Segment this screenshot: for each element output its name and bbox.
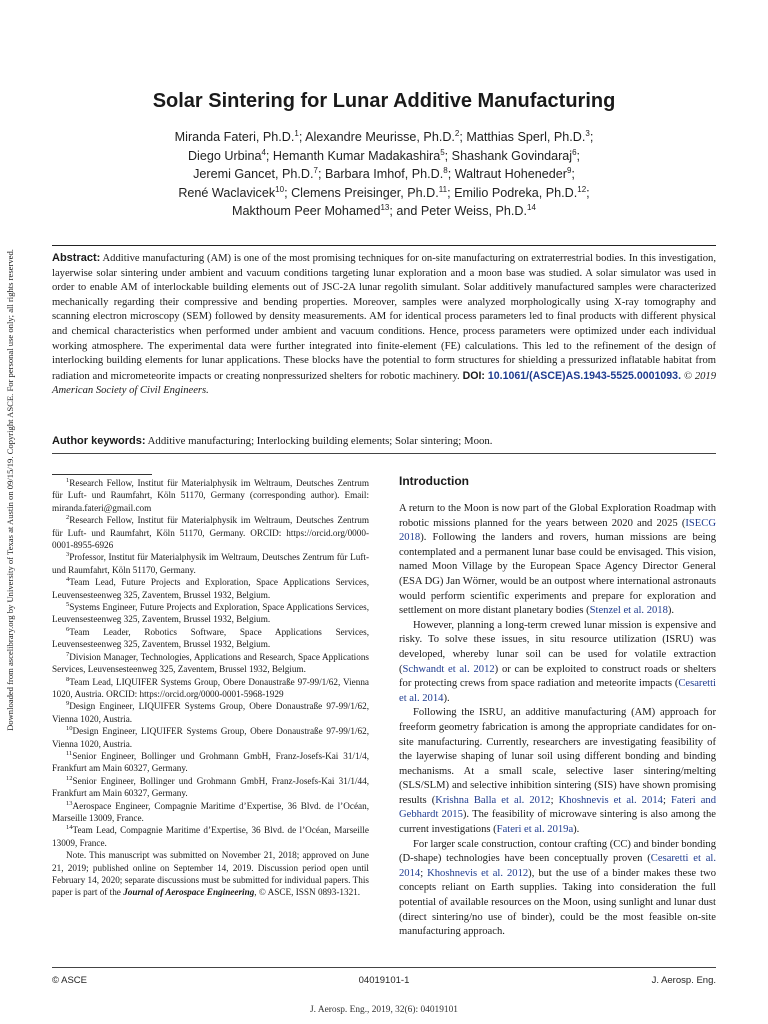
download-notice-text: Downloaded from ascelibrary.org by University of Texas at Austin on 09/15/19. Copyright ASCE. For personal use only; all rights reserved. (5, 249, 16, 731)
citation-link[interactable]: Cesaretti et al. 2014 (399, 678, 716, 704)
journal-name: Journal of Aerospace Engineering (123, 887, 255, 898)
citation-link[interactable]: Krishna Balla et al. 2012 (435, 794, 551, 806)
footnote: $^7$Division Manager, Technologies, Applications and Research, Space Applications Services, Leuvensesteenweg 325, Zaventem, Brussel 1932, Belgium. (52, 650, 369, 675)
paragraph: A return to the Moon is now part of the Global Exploration Roadmap with robotic missions planned for the years between 2020 and 2025 (ISECG 2018). Following the landers and rovers, human missions are being contemplated and a permanent lunar base could be envisaged. This vision, named Moon Village by the European Space Agency Director General (ESA DG) Jan Wörner, would be an outpost where international astronauts would perform scientific experiments and prepare for exploration and settlement on more distant planetary bodies (Stenzel et al. 2018). (399, 503, 716, 617)
abstract (52, 251, 716, 399)
citation-link[interactable]: Khoshnevis et al. 2012 (427, 867, 529, 879)
citation-link[interactable]: Stenzel et al. 2018 (589, 605, 668, 617)
footnote: $^6$Team Leader, Robotics Software, Space Applications Services, Leuvensesteenweg 325, Zaventem, Brussel 1932, Belgium. (52, 625, 369, 650)
manuscript-note: Note. This manuscript was submitted on November 21, 2018; approved on June 21, 2019; published online on September 14, 2019. Discussion period open until February 14, 2020; separate discussions must be submitted for individual papers. This paper is part of the Journal of Aerospace Engineering, © ASCE, ISSN 0893-1321. (52, 850, 369, 898)
footnote: $^{11}$Senior Engineer, Bollinger und Grohmann GmbH, Franz-Josefs-Kai 31/1/4, Frankfurt am Main 60327, Germany. (52, 749, 369, 774)
citation-link[interactable]: Schwandt et al. 2012 (402, 663, 495, 675)
section-divider (52, 453, 716, 454)
download-notice (3, 210, 17, 770)
author: René Waclavicek$^{10}$; (178, 184, 292, 200)
footnote: $^{14}$Team Lead, Compagnie Maritime d’Expertise, 36 Blvd. de l’Océan, Marseille 13009, France. (52, 824, 369, 848)
citation-link[interactable]: Cesaretti et al. 2014 (399, 853, 716, 879)
abstract-label: Abstract: (52, 252, 101, 264)
author: Miranda Fateri, Ph.D.$^1$; (174, 128, 306, 144)
doi-label: DOI: (462, 369, 485, 382)
author: Emilio Podreka, Ph.D.$^{12}$; (454, 184, 590, 200)
author: Jeremi Gancet, Ph.D.$^7$; (193, 166, 325, 182)
footnote: $^8$Team Lead, LIQUIFER Systems Group, Obere Donaustraße 97-99/1/62, Vienna 1020, Austria. ORCID: https://orcid.org/0000-0001-5968-1929 (52, 675, 369, 699)
author-footnotes (52, 477, 369, 899)
keywords-text: Additive manufacturing; Interlocking building elements; Solar sintering; Moon. (147, 435, 493, 447)
author: Barbara Imhof, Ph.D.$^8$; (324, 166, 455, 182)
footnote: $^4$Team Lead, Future Projects and Exploration, Space Applications Services, Leuvensesteenweg 325, Zaventem, Brussel 1932, Belgium. (52, 576, 369, 600)
author: Waltraut Hoheneder$^9$; (454, 166, 575, 182)
footnote: $^{12}$Senior Engineer, Bollinger und Grohmann GmbH, Franz-Josefs-Kai 31/1/44, Frankfurt am Main 60327, Germany. (52, 774, 369, 799)
abstract-text: Additive manufacturing (AM) is one of the most promising techniques for on-site manufacturing on extraterrestrial bodies. In this investigation, layerwise solar sintering under ambient and vacuum conditions targeting lunar exploration and a moon base was studied. A solar simulator was used in order to enable AM of interlockable building elements out of JSC-2A lunar regolith simulant. Solar additively manufactured samples were characterized mechanically regarding their compressive and bending properties. Moreover, samples were analyzed morphologically using X-ray tomography and scanning electron microscopy (SEM) followed by density measurements. AM for identical process parameters led to final products with different physical and chemical characteristics when performed under ambient and vacuum conditions. Hence, process parameters were optimized under each individual working atmosphere. The experimental data were further integrated into finite-element (FE) calculations. This led to the refinement of the design of interlocking building elements for lunar applications. These blocks have the potential to form structures for shielding a pressurized inflatable habitat from radiation and micrometeorite impacts or creating nonpressurized shelters for robotic machinery. (52, 253, 716, 382)
doi-link[interactable]: 10.1061/(ASCE)AS.1943-5525.0001093. (487, 369, 682, 382)
author: Diego Urbina$^4$; (187, 147, 273, 163)
footnote: $^3$Professor, Institut für Materialphysik im Weltraum, Deutsches Zentrum für Luft- und Raumfahrt, Köln 51170, Germany. (52, 551, 369, 575)
citation-line: J. Aerosp. Eng., 2019, 32(6): 04019101 (310, 1005, 458, 1015)
footnote: $^9$Design Engineer, LIQUIFER Systems Group, Obere Donaustraße 97-99/1/62, Vienna 1020, Austria. (52, 700, 369, 724)
abstract-top-rule (52, 245, 716, 246)
author-list (70, 128, 698, 221)
footnote: $^{10}$Design Engineer, LIQUIFER Systems Group, Obere Donaustraße 97-99/1/62, Vienna 1020, Austria. (52, 725, 369, 749)
paragraph: However, planning a long-term crewed lunar mission is expensive and risky. To solve these issues, in situ resource utilization (ISRU) was developed, whereby lunar soil can be used for volatile extraction (Schwandt et al. 2012) or can be exploited to construct roads or shelters for protecting crews from space radiation and meteorite impacts (Cesaretti et al. 2014). (399, 619, 717, 704)
footnote-rule (52, 474, 152, 475)
footnote: $^5$Systems Engineer, Future Projects and Exploration, Space Applications Services, Leuvensesteenweg 325, Zaventem, Brussel 1932, Belgium. (52, 601, 369, 625)
paragraph: For larger scale construction, contour crafting (CC) and binder bonding (D-shape) technologies have been conceptually proven (Cesaretti et al. 2014; Khoshnevis et al. 2012), but the use of a binder makes these two concepts reliant on Earth supplies. Taking into consideration the full potential of available resources on the Moon, using sunlight and lunar dust (direct sintering/no use of binder), could be the most feasible on-site manufacturing approach. (399, 838, 716, 938)
author: Shashank Govindaraj$^6$; (451, 147, 581, 163)
footer-copyright: © ASCE (52, 975, 87, 986)
paragraph: Following the ISRU, an additive manufacturing (AM) approach for freeform geometry fabrication is among the appropriate candidates for on-site manufacturing. Currently, researchers are investigating feasibility of the layerwise shaping of lunar soil using different bonding and binding mechanisms. At a small scale, selective laser sintering/melting (SLS/SLM) and selective inhibition sintering (SIS) have shown promising results (Krishna Balla et al. 2012; Khoshnevis et al. 2014; Fateri and Gebhardt 2015). The feasibility of microwave sintering is also among the current investigations (Fateri et al. 2019a). (399, 707, 717, 836)
author: Alexandre Meurisse, Ph.D.$^2$; (305, 128, 467, 144)
abstract-copyright: © 2019 American Society of Civil Engineers. (52, 370, 717, 397)
author: Matthias Sperl, Ph.D.$^3$; (466, 128, 594, 144)
footnote: $^{13}$Aerospace Engineer, Compagnie Maritime d’Expertise, 36 Blvd. de l’Océan, Marseille 13009, France. (52, 799, 369, 823)
paper-title: Solar Sintering for Lunar Additive Manufacturing (152, 90, 616, 112)
author: Hemanth Kumar Madakashira$^5$; (272, 147, 452, 163)
introduction-heading: Introduction (399, 474, 469, 488)
footnote: $^1$Research Fellow, Institut für Materialphysik im Weltraum, Deutsches Zentrum für Luft- und Raumfahrt, Köln 51170, Germany (corresponding author). Email: miranda.fateri@gmail.com (52, 476, 369, 513)
citation-link[interactable]: Khoshnevis et al. 2014 (558, 794, 663, 806)
author: Makthoum Peer Mohamed$^{13}$; and (232, 203, 421, 219)
citation-link[interactable]: Fateri et al. 2019a (496, 824, 574, 836)
footer-page-id: 04019101-1 (358, 975, 410, 986)
citation-link[interactable]: ISECG 2018 (399, 517, 716, 544)
footnote: $^2$Research Fellow, Institut für Materialphysik im Weltraum, Deutsches Zentrum für Luft- und Raumfahrt, Köln 51170, Germany. ORCID: https://orcid.org/0000-0001-8955-6926 (52, 514, 369, 551)
author-keywords (52, 434, 716, 448)
author: Clemens Preisinger, Ph.D.$^{11}$; (291, 184, 455, 200)
citation-link[interactable]: Fateri and Gebhardt 2015 (399, 794, 717, 821)
footer-rule (52, 967, 716, 968)
author: Peter Weiss, Ph.D.$^{14}$ (420, 203, 536, 219)
footer-journal: J. Aerosp. Eng. (651, 975, 716, 986)
keywords-label: Author keywords: (52, 435, 146, 447)
introduction-body (399, 502, 716, 940)
